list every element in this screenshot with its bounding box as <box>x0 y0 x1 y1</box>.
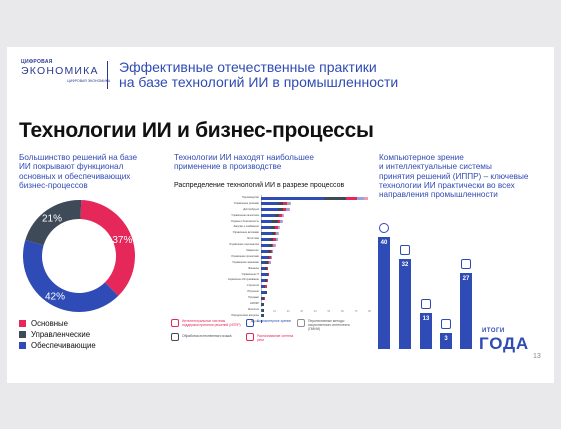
legend-swatch <box>19 342 26 349</box>
x-ticks <box>261 310 371 313</box>
x-tick-label: 60 <box>340 310 344 313</box>
stacked-bar <box>261 261 271 264</box>
bar-segment <box>267 267 268 270</box>
bar-segment <box>261 238 269 241</box>
header-line-1: Эффективные отечественные практики <box>119 59 377 75</box>
logo-sub: ЦИФРОВАЯ ЭКОНОМИКА <box>67 79 111 83</box>
bar-label: Управление качеством <box>231 213 259 217</box>
column-value: 27 <box>462 276 470 283</box>
stacked-bar <box>261 220 283 223</box>
bar-segment <box>261 226 271 229</box>
bar-label: Сервисное обслуживание <box>227 278 259 282</box>
bar-label: Управление знаниями <box>232 260 259 264</box>
col1-line: ИИ покрывают функционал <box>19 162 124 172</box>
bar-segment <box>276 238 277 241</box>
bar-label: Охрана и безопасность <box>230 219 259 223</box>
bar-segment <box>279 226 280 229</box>
x-tick-label: 50 <box>327 310 331 313</box>
legend-swatch <box>19 331 26 338</box>
bar-label: Другое <box>250 319 259 323</box>
bar-label: Управление персоналом <box>229 243 259 247</box>
eye-icon <box>246 319 254 327</box>
bar-segment <box>261 232 272 235</box>
col1-line: бизнес-процессов <box>19 180 88 190</box>
bar-label: Стратегия <box>246 284 259 288</box>
col1-line: Большинство решений на базе <box>19 153 138 162</box>
process-bar-chart <box>157 195 367 325</box>
logo-top: ЦИФРОВАЯ <box>21 59 53 65</box>
slide <box>7 47 554 383</box>
brain-icon <box>461 259 471 269</box>
brand-itogi: ИТОГИ <box>482 328 505 334</box>
stacked-bar <box>261 267 268 270</box>
logo-divider <box>107 61 108 89</box>
bar-segment <box>269 261 270 264</box>
legend-label: Управленческие <box>31 330 91 339</box>
tech-legend-label: Обработка естественного языка <box>182 334 232 338</box>
bar-segment <box>267 279 268 282</box>
stacked-bar <box>261 256 272 259</box>
bar-label: Управление проектами <box>231 254 259 258</box>
tech-bar-chart <box>374 212 494 349</box>
col2-line: применение в производстве <box>174 162 282 172</box>
bar-segment <box>282 220 283 223</box>
column-value: 32 <box>401 262 409 269</box>
bar-segment <box>261 197 324 200</box>
col3-text <box>379 153 549 199</box>
bar-label: НИОКР <box>250 302 259 306</box>
stacked-bar <box>261 244 276 247</box>
col3-line: принятия решений (ИППР) – ключевые <box>379 171 529 181</box>
column-value: 40 <box>380 240 388 246</box>
bar-label: Управление IT <box>241 272 259 276</box>
bar-label: Управление рисками <box>233 201 259 205</box>
column-value: 3 <box>444 336 448 342</box>
bar-segment <box>346 197 357 200</box>
bar-segment <box>261 256 268 259</box>
page-number: 13 <box>533 353 541 360</box>
stacked-bar <box>261 208 290 211</box>
donut-slice <box>80 200 135 296</box>
bar-segment <box>357 197 364 200</box>
bar-segment <box>271 256 272 259</box>
bar-label: Обучение <box>247 290 259 294</box>
col1-line: основных и обеспечивающих <box>19 171 131 181</box>
x-tick-label: 40 <box>313 310 317 313</box>
stacked-bar <box>261 273 269 276</box>
stacked-bar <box>261 226 280 229</box>
donut-slice <box>23 240 118 312</box>
tech-legend-label: Компьютерное зрение <box>257 319 292 323</box>
column-bar <box>399 259 411 349</box>
text-icon <box>171 333 179 341</box>
chip-icon <box>297 319 305 327</box>
bar-label: Управление активами <box>232 231 259 235</box>
bar-segment <box>261 202 278 205</box>
column-value: 13 <box>422 315 430 322</box>
stacked-bar <box>261 250 273 253</box>
donut-label: 42% <box>44 291 65 303</box>
col3-line: Компьютерное зрение <box>379 153 464 162</box>
microphone-icon <box>246 333 254 341</box>
bar-segment <box>261 244 269 247</box>
stacked-bar <box>261 214 284 217</box>
bar-label: Логистика <box>246 237 259 241</box>
tech-legend-label: Интеллектуальные системы поддержки принятия решений (ИППР) <box>182 319 241 327</box>
bar-segment <box>264 297 265 300</box>
column-bar <box>420 313 432 349</box>
bar-segment <box>290 202 291 205</box>
bar-label: Финансы <box>248 266 259 270</box>
stacked-bar <box>261 202 291 205</box>
chart-subtitle: Распределение технологий ИИ в разрезе процессов <box>174 182 345 189</box>
chip-icon <box>400 245 410 255</box>
bar-label: Экология <box>247 307 259 311</box>
brand-goda: ГОДА <box>479 334 529 353</box>
stacked-bar <box>261 285 267 288</box>
bar-segment <box>261 220 272 223</box>
donut-label: 21% <box>41 213 62 225</box>
brain-icon <box>171 319 179 327</box>
bar-label: Продажи <box>248 296 259 300</box>
column-bar <box>378 237 390 349</box>
x-tick-label: 70 <box>354 310 358 313</box>
col2-text <box>174 153 354 172</box>
bar-label: Юридические вопросы <box>231 313 259 317</box>
bar-label: Дистрибуция <box>243 207 259 211</box>
bar-label: Производство <box>242 196 259 199</box>
col3-line: направления промышленности <box>379 190 498 200</box>
stacked-bar <box>261 197 368 200</box>
bar-segment <box>272 250 273 253</box>
donut-chart <box>17 197 142 315</box>
bar-segment <box>289 208 290 211</box>
bar-segment <box>265 285 266 288</box>
x-tick-label: 20 <box>286 310 290 313</box>
x-tick-label: 80 <box>368 310 371 313</box>
bar-segment <box>278 232 279 235</box>
stacked-bar <box>261 297 265 300</box>
stacked-bar <box>261 238 278 241</box>
text-icon <box>441 319 451 329</box>
stacked-bar <box>261 303 264 306</box>
x-tick-label: 10 <box>273 310 276 313</box>
bar-label: Закупки и снабжение <box>233 225 259 229</box>
bar-segment <box>275 244 276 247</box>
legend-label: Основные <box>31 319 68 328</box>
x-tick-label: 30 <box>300 310 304 313</box>
bar-segment <box>364 197 368 200</box>
donut-label: 37% <box>112 234 133 246</box>
stacked-bar <box>261 291 267 294</box>
legend-label: Обеспечивающие <box>31 341 96 350</box>
bar-segment <box>268 273 269 276</box>
eye-icon <box>379 223 389 233</box>
col2-line: Технологии ИИ находят наибольшее <box>174 153 314 162</box>
tech-legend-label: Распознавание синтеза речи <box>257 334 294 342</box>
col3-line: технологии ИИ практически во всех <box>379 180 515 190</box>
bar-segment <box>262 303 263 306</box>
col3-line: и интеллектуальные системы <box>379 162 492 172</box>
column-bar <box>440 333 452 349</box>
header-title <box>119 60 519 90</box>
stacked-bar <box>261 279 268 282</box>
bar-label: Маркетинг <box>246 249 259 253</box>
tech-legend-label: Перспективные методы искусственного интеллекта (ПМИИ) <box>308 319 350 331</box>
stacked-bar <box>261 314 264 317</box>
stacked-bar <box>261 232 279 235</box>
microphone-icon <box>421 299 431 309</box>
x-tick-label: 0 <box>261 310 263 313</box>
bar-segment <box>261 214 275 217</box>
column-bar <box>460 273 472 349</box>
bar-segment <box>324 197 346 200</box>
col1-text <box>19 153 169 190</box>
page-title: Технологии ИИ и бизнес-процессы <box>19 119 374 142</box>
bar-segment <box>283 214 284 217</box>
bar-segment <box>262 314 263 317</box>
bar-segment <box>265 291 266 294</box>
header-line-2: на базе технологий ИИ в промышленности <box>119 74 399 90</box>
legend-swatch <box>19 320 26 327</box>
bar-segment <box>261 250 268 253</box>
logo: ЭКОНОМИКА <box>21 65 99 77</box>
bar-segment <box>261 208 278 211</box>
